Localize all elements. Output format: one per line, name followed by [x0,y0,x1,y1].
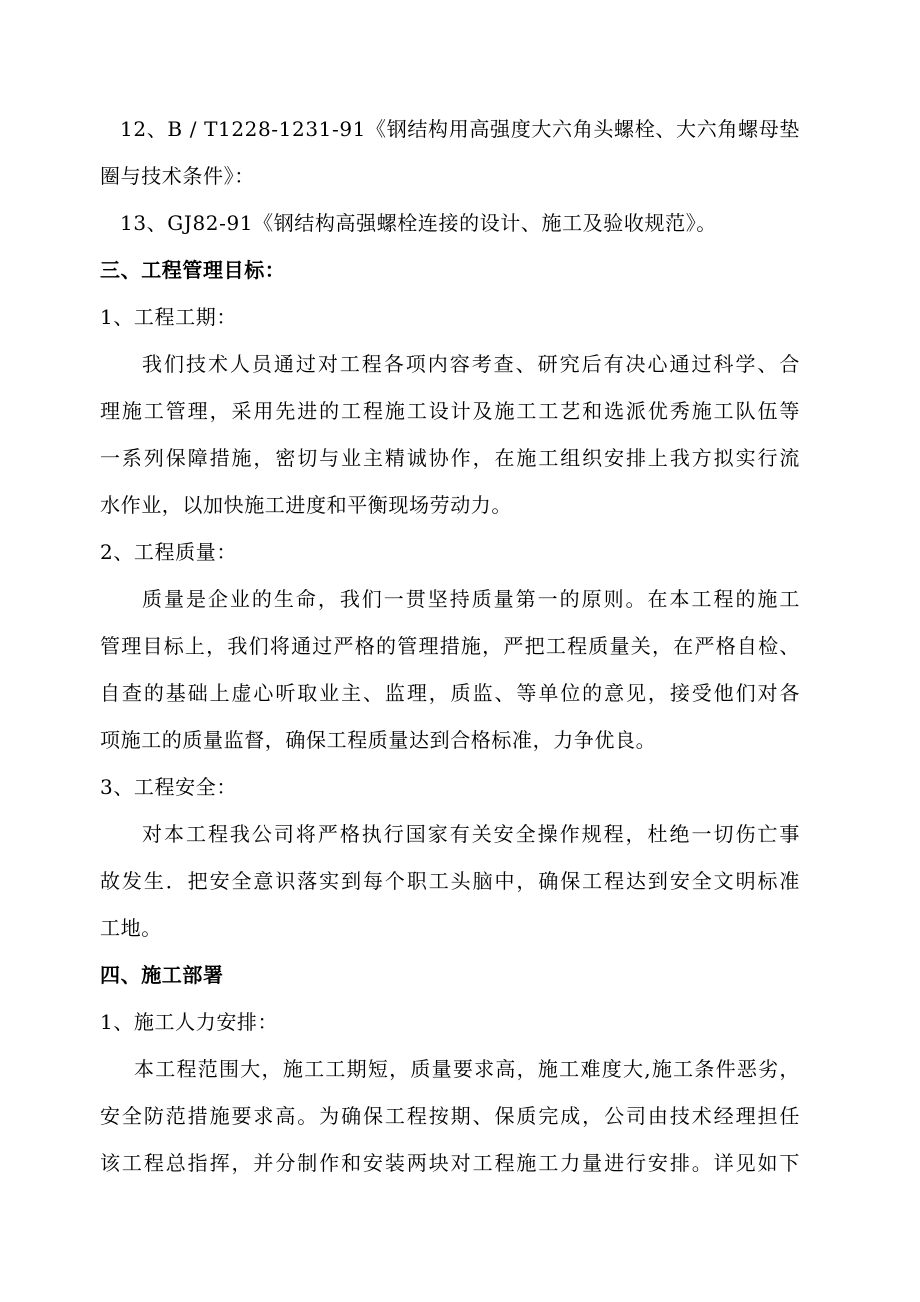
subheading-manpower: 1、施工人力安排： [100,1010,279,1034]
schedule-paragraph-line: 一系列保障措施，密切与业主精诚协作，在施工组织安排上我方拟实行流 [100,446,800,470]
standard-item-12: 12、B / T1228-1231-91《钢结构用高强度大六角头螺栓、大六角螺母垫 [120,117,800,141]
standard-item-13: 13、GJ82-91《钢结构高强螺栓连接的设计、施工及验收规范》。 [120,211,717,235]
quality-paragraph-line: 管理目标上，我们将通过严格的管理措施，严把工程质量关，在严格自检、 [100,634,800,658]
standard-item-12-cont: 圈与技术条件》： [100,164,255,188]
safety-paragraph-line: 工地。 [100,916,162,940]
section-heading-4: 四、施工部署 [100,963,224,987]
manpower-paragraph-line: 该工程总指挥，并分制作和安装两块对工程施工力量进行安排。详见如下 [100,1151,800,1175]
subheading-schedule: 1、工程工期： [100,305,237,329]
manpower-paragraph-line: 安全防范措施要求高。为确保工程按期、保质完成，公司由技术经理担任 [100,1104,800,1128]
quality-paragraph-line: 项施工的质量监督，确保工程质量达到合格标准，力争优良。 [100,728,657,752]
manpower-paragraph-line: 本工程范围大，施工工期短，质量要求高，施工难度大,施工条件恶劣， [134,1057,800,1081]
quality-paragraph-line: 自查的基础上虚心听取业主、监理，质监、等单位的意见，接受他们对各 [100,681,800,705]
schedule-paragraph-line: 水作业，以加快施工进度和平衡现场劳动力。 [100,493,512,517]
safety-paragraph-line: 故发生．把安全意识落实到每个职工头脑中，确保工程达到安全文明标准 [100,869,800,893]
schedule-paragraph-line: 理施工管理，采用先进的工程施工设计及施工工艺和选派优秀施工队伍等 [100,399,800,423]
subheading-quality: 2、工程质量： [100,540,237,564]
quality-paragraph-line: 质量是企业的生命，我们一贯坚持质量第一的原则。在本工程的施工 [142,587,800,611]
schedule-paragraph-line: 我们技术人员通过对工程各项内容考查、研究后有决心通过科学、合 [142,352,800,376]
document-page [100,106,800,1187]
subheading-safety: 3、工程安全： [100,775,237,799]
safety-paragraph-line: 对本工程我公司将严格执行国家有关安全操作规程，杜绝一切伤亡事 [142,822,800,846]
section-heading-3: 三、工程管理目标： [100,258,286,282]
